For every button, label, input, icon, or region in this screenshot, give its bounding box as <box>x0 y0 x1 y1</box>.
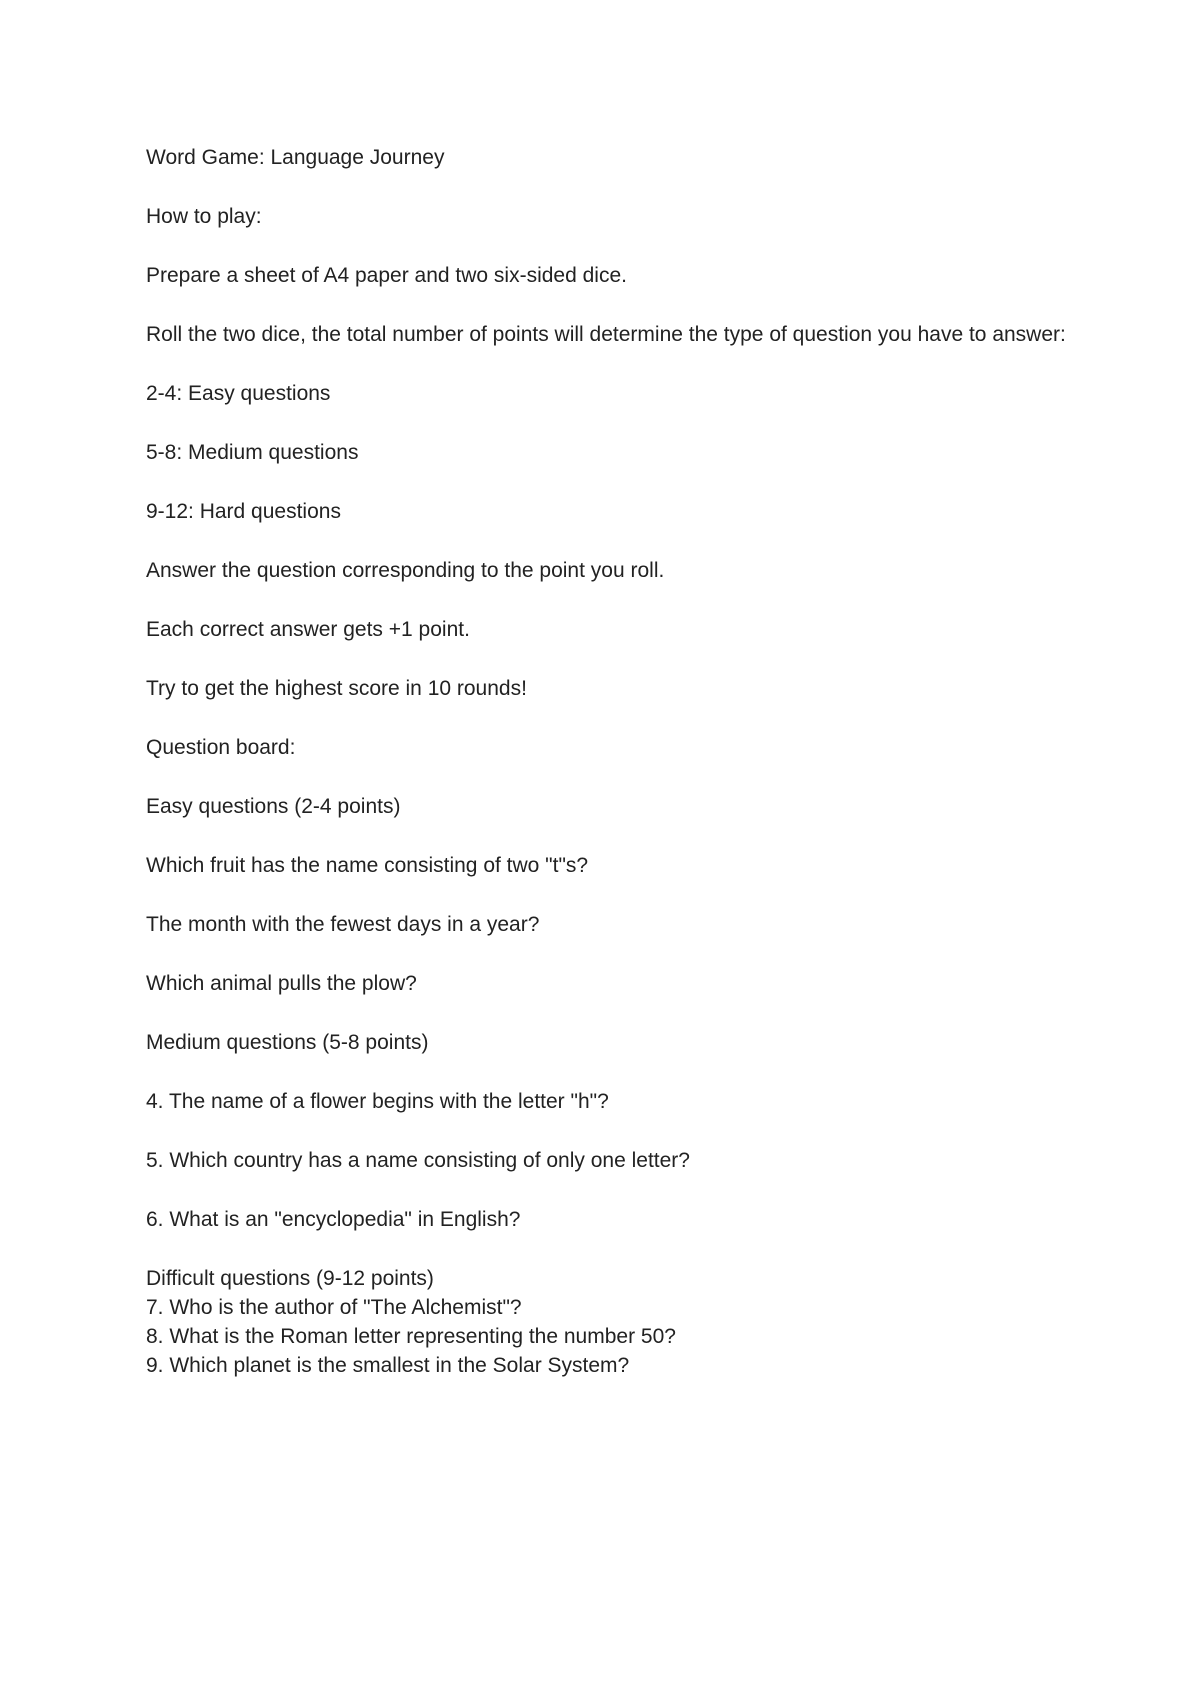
difficult-questions-heading: Difficult questions (9-12 points) <box>146 1267 434 1290</box>
range-medium: 5-8: Medium questions <box>146 441 359 464</box>
medium-question-5: 5. Which country has a name consisting of only one letter? <box>146 1149 690 1172</box>
step-roll: Roll the two dice, the total number of points will determine the type of question you have to answer: <box>146 323 1066 346</box>
medium-question-6: 6. What is an "encyclopedia" in English? <box>146 1208 521 1231</box>
step-goal: Try to get the highest score in 10 rounds! <box>146 677 527 700</box>
range-easy: 2-4: Easy questions <box>146 382 331 405</box>
easy-question-2: The month with the fewest days in a year? <box>146 913 540 936</box>
step-prepare: Prepare a sheet of A4 paper and two six-sided dice. <box>146 264 627 287</box>
medium-question-4: 4. The name of a flower begins with the letter "h"? <box>146 1090 609 1113</box>
difficult-question-9: 9. Which planet is the smallest in the Solar System? <box>146 1354 630 1377</box>
step-answer: Answer the question corresponding to the point you roll. <box>146 559 665 582</box>
range-hard: 9-12: Hard questions <box>146 500 341 523</box>
document-title: Word Game: Language Journey <box>146 146 445 169</box>
easy-question-3: Which animal pulls the plow? <box>146 972 417 995</box>
how-to-play-heading: How to play: <box>146 205 262 228</box>
question-board-heading: Question board: <box>146 736 296 759</box>
document-body <box>146 143 1066 1380</box>
medium-questions-heading: Medium questions (5-8 points) <box>146 1031 429 1054</box>
easy-questions-heading: Easy questions (2-4 points) <box>146 795 401 818</box>
step-score: Each correct answer gets +1 point. <box>146 618 470 641</box>
difficult-question-7: 7. Who is the author of "The Alchemist"? <box>146 1296 522 1319</box>
easy-question-1: Which fruit has the name consisting of two "t"s? <box>146 854 589 877</box>
difficult-questions-block <box>146 1264 1066 1380</box>
difficult-question-8: 8. What is the Roman letter representing the number 50? <box>146 1325 676 1348</box>
